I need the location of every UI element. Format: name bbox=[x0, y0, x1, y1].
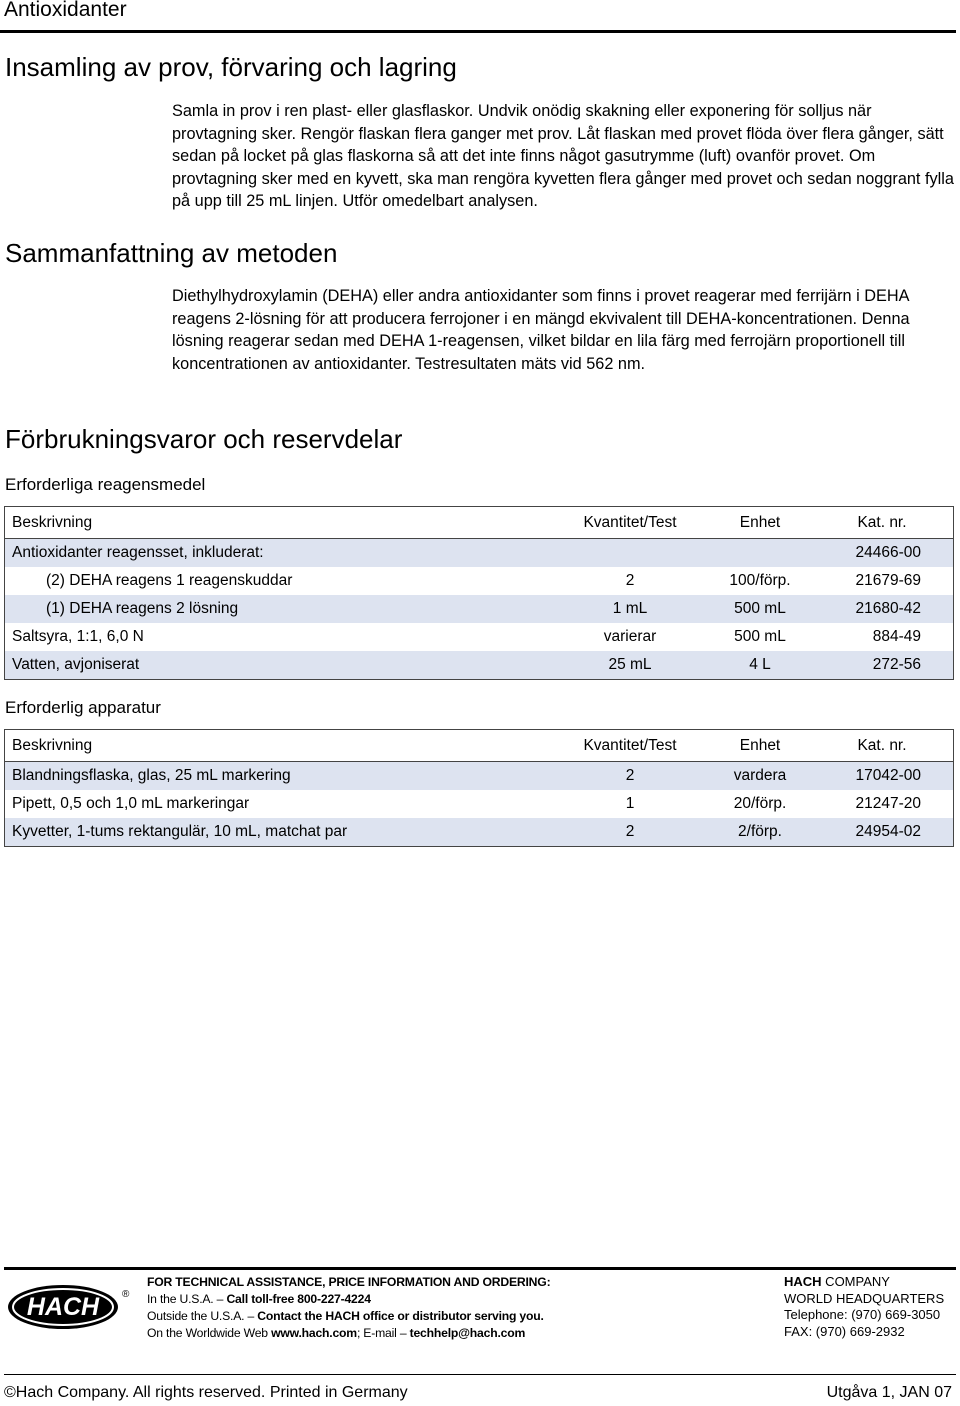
row-quantity: 2 bbox=[625, 823, 635, 840]
header-quantity: Kvantitet/Test bbox=[583, 513, 677, 531]
hq-fax: FAX: (970) 669-2932 bbox=[784, 1323, 905, 1339]
apparatus-table-title: Erforderlig apparatur bbox=[5, 698, 161, 717]
table-row bbox=[5, 623, 953, 651]
email-prefix: ; E-mail – bbox=[356, 1326, 407, 1340]
table-row bbox=[5, 567, 953, 595]
row-catalog-number: 21679-69 bbox=[855, 572, 921, 589]
web-prefix: On the Worldwide Web bbox=[147, 1326, 268, 1340]
table-row bbox=[5, 651, 953, 679]
footer-rule bbox=[4, 1267, 956, 1270]
row-catalog-number: 884-49 bbox=[872, 628, 921, 645]
header-rule bbox=[0, 30, 956, 33]
summary-paragraph: Diethylhydroxylamin (DEHA) eller andra antioxidanter som finns i provet reagerar med ferrijärn i DEHA reagens 2-lösning för att producera ferrojoner i en mängd ekvivalent till DEHA-koncentrationen. Denna lösning reagerar sedan med DEHA 1-reagensen, vilket bildar en lila färg med ferrojärn proportionell till koncentrationen av antioxidanter. Testresultaten mäts vid 562 nm. bbox=[172, 287, 910, 373]
row-unit: 500 mL bbox=[734, 628, 786, 645]
header-unit: Enhet bbox=[739, 513, 781, 531]
outside-prefix: Outside the U.S.A. – bbox=[147, 1309, 255, 1323]
hach-logo bbox=[6, 1283, 120, 1331]
row-catalog-number: 21680-42 bbox=[855, 600, 921, 617]
header-unit: Enhet bbox=[739, 736, 781, 754]
row-unit: 500 mL bbox=[734, 600, 786, 617]
row-description: Antioxidanter reagensset, inkluderat: bbox=[12, 544, 264, 561]
reagents-table-title: Erforderliga reagensmedel bbox=[5, 475, 206, 494]
hq-title: WORLD HEADQUARTERS bbox=[784, 1290, 945, 1306]
running-head: Antioxidanter bbox=[4, 0, 127, 21]
email-link[interactable]: techhelp@hach.com bbox=[409, 1326, 526, 1340]
reagents-table bbox=[4, 506, 954, 680]
hq-company-bold: HACH bbox=[784, 1274, 822, 1289]
copyright-text: ©Hach Company. All rights reserved. Printed in Germany bbox=[4, 1384, 408, 1401]
table-row bbox=[5, 818, 953, 846]
table-row bbox=[5, 595, 953, 623]
apparatus-table bbox=[4, 729, 954, 847]
sampling-paragraph: Samla in prov i ren plast- eller glasflaskor. Undvik onödig skakning eller exponering för solljus när provtagning sker. Rengör flaskan flera ganger met prov. Låt flaskan med provet flöda över flera gånger, sätt sedan på locket på glas flaskorna så att det inte finns något gasutrymme (luft) ovanför provet. Om provtagning sker med en kyvett, ska man rengöra kyvetten flera gånger med provet och sedan noggrant fylla på upp till 25 mL linjen. Utför omedelbart analysen. bbox=[172, 102, 954, 211]
row-catalog-number: 272-56 bbox=[872, 656, 921, 673]
row-quantity: varierar bbox=[603, 628, 657, 645]
row-quantity: 2 bbox=[625, 572, 635, 589]
section-title-sampling: Insamling av prov, förvaring och lagring bbox=[5, 52, 457, 82]
row-quantity: 1 mL bbox=[612, 600, 648, 617]
table-row bbox=[5, 790, 953, 818]
table-header-row bbox=[5, 507, 953, 539]
row-catalog-number: 24954-02 bbox=[855, 823, 921, 840]
row-unit: 4 L bbox=[749, 656, 771, 673]
edition-text: Utgåva 1, JAN 07 bbox=[826, 1384, 952, 1401]
section-title-supplies: Förbrukningsvaror och reservdelar bbox=[5, 424, 403, 454]
row-description: Kyvetter, 1-tums rektangulär, 10 mL, matchat par bbox=[12, 823, 348, 840]
row-catalog-number: 24466-00 bbox=[855, 544, 921, 561]
row-description: Pipett, 0,5 och 1,0 mL markeringar bbox=[12, 795, 250, 812]
row-catalog-number: 17042-00 bbox=[855, 767, 921, 784]
contact-heading: FOR TECHNICAL ASSISTANCE, PRICE INFORMATION AND ORDERING: bbox=[147, 1275, 551, 1289]
logo-text: HACH bbox=[26, 1293, 100, 1321]
row-quantity: 2 bbox=[625, 767, 635, 784]
contact-block bbox=[147, 1274, 550, 1342]
row-catalog-number: 21247-20 bbox=[855, 795, 921, 812]
row-description: (1) DEHA reagens 2 lösning bbox=[46, 600, 239, 617]
row-description: Blandningsflaska, glas, 25 mL markering bbox=[12, 767, 291, 784]
outside-text: Contact the HACH office or distributor serving you. bbox=[257, 1309, 544, 1323]
header-quantity: Kvantitet/Test bbox=[583, 736, 677, 754]
web-link[interactable]: www.hach.com bbox=[271, 1326, 357, 1340]
section-title-summary: Sammanfattning av metoden bbox=[5, 238, 338, 268]
header-catalog-number: Kat. nr. bbox=[857, 736, 907, 754]
usa-prefix: In the U.S.A. – bbox=[147, 1292, 224, 1306]
row-description: (2) DEHA reagens 1 reagenskuddar bbox=[46, 572, 293, 589]
row-unit: 2/förp. bbox=[738, 823, 782, 840]
row-description: Vatten, avjoniserat bbox=[12, 656, 140, 673]
row-quantity: 25 mL bbox=[608, 656, 652, 673]
table-row bbox=[5, 762, 953, 790]
row-unit: vardera bbox=[733, 767, 787, 784]
row-unit: 20/förp. bbox=[733, 795, 787, 812]
table-header-row bbox=[5, 730, 953, 762]
header-description: Beskrivning bbox=[12, 513, 93, 531]
usa-phone-text: Call toll-free 800-227-4224 bbox=[226, 1292, 371, 1306]
row-unit: 100/förp. bbox=[729, 572, 791, 589]
table-row bbox=[5, 539, 953, 567]
header-catalog-number: Kat. nr. bbox=[857, 513, 907, 531]
row-quantity: 1 bbox=[625, 795, 635, 812]
row-description: Saltsyra, 1:1, 6,0 N bbox=[12, 628, 144, 645]
hq-telephone: Telephone: (970) 669-3050 bbox=[784, 1307, 941, 1322]
header-description: Beskrivning bbox=[12, 736, 93, 754]
bottom-rule bbox=[4, 1374, 956, 1375]
registered-mark: ® bbox=[122, 1289, 130, 1300]
hq-company-rest: COMPANY bbox=[821, 1274, 890, 1289]
headquarters-block bbox=[784, 1274, 944, 1340]
